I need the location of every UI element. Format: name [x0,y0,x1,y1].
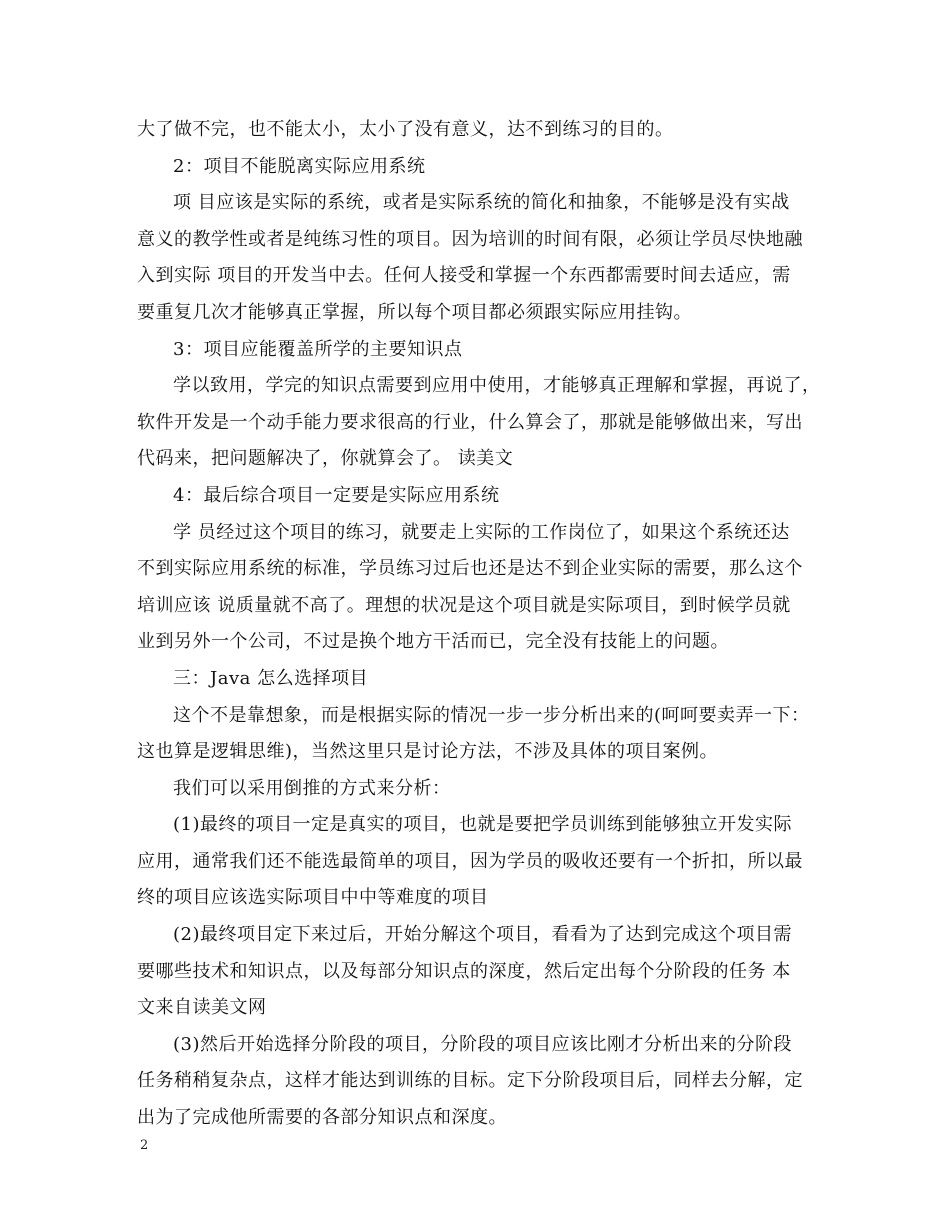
paragraph-line: 入到实际 项目的开发当中去。任何人接受和掌握一个东西都需要时间去适应，需 [137,265,791,287]
paragraph-line: 代码来，把问题解决了，你就算会了。 读美文 [137,448,514,470]
paragraph-line: 软件开发是一个动手能力要求很高的行业，什么算会了，那就是能够做出来，写出 [137,411,803,433]
list-item-line: 应用，通常我们还不能选最简单的项目，因为学员的吸收还要有一个折扣，所以最 [137,850,803,872]
paragraph-line: 这也算是逻辑思维)，当然这里只是讨论方法，不涉及具体的项目案例。 [137,741,719,763]
list-item-line: 终的项目应该选实际项目中中等难度的项目 [137,887,489,909]
document-body [137,112,821,1137]
paragraph-line: 项 目应该是实际的系统，或者是实际系统的简化和抽象，不能够是没有实战 [173,192,790,214]
list-item-line: (2)最终项目定下来过后，开始分解这个项目，看看为了达到完成这个项目需 [173,924,792,946]
section-heading: 4：最后综合项目一定要是实际应用系统 [173,484,500,506]
paragraph-line: 不到实际应用系统的标准，学员练习过后也还是达不到企业实际的需要，那么这个 [137,558,803,580]
section-heading: 2：项目不能脱离实际应用系统 [173,155,426,177]
paragraph-line: 业到另外一个公司，不过是换个地方干活而已，完全没有技能上的问题。 [137,631,729,653]
list-item-line: 文来自读美文网 [137,997,267,1019]
section-heading: 3：项目应能覆盖所学的主要知识点 [173,338,463,360]
paragraph-line: 这个不是靠想象，而是根据实际的情况一步一步分析出来的(呵呵要卖弄一下： [173,704,810,726]
list-item-line: 出为了完成他所需要的各部分知识点和深度。 [137,1107,507,1129]
paragraph-line: 我们可以采用倒推的方式来分析： [173,777,451,799]
paragraph-line: 意义的教学性或者是纯练习性的项目。因为培训的时间有限，必须让学员尽快地融 [137,228,803,250]
list-item-line: (1)最终的项目一定是真实的项目，也就是要把学员训练到能够独立开发实际 [173,814,792,836]
paragraph-line: 学 员经过这个项目的练习，就要走上实际的工作岗位了，如果这个系统还达 [173,521,790,543]
text-line: 大了做不完，也不能太小，太小了没有意义，达不到练习的目的。 [137,119,674,140]
list-item-line: (3)然后开始选择分阶段的项目，分阶段的项目应该比刚才分析出来的分阶段 [173,1033,792,1055]
paragraph-line: 培训应该 说质量就不高了。理想的状况是这个项目就是实际项目，到时候学员就 [137,594,791,616]
list-item-line: 任务稍稍复杂点，这样才能达到训练的目标。定下分阶段项目后，同样去分解，定 [137,1070,803,1092]
paragraph-line: 要重复几次才能够真正掌握，所以每个项目都必须跟实际应用挂钩。 [137,301,692,323]
paragraph-line: 学以致用，学完的知识点需要到应用中使用，才能够真正理解和掌握，再说了， [173,375,821,397]
page-number: 2 [140,1138,149,1153]
section-heading: 三：Java 怎么选择项目 [173,667,369,689]
list-item-line: 要哪些技术和知识点，以及每部分知识点的深度，然后定出每个分阶段的任务 本 [137,960,791,982]
